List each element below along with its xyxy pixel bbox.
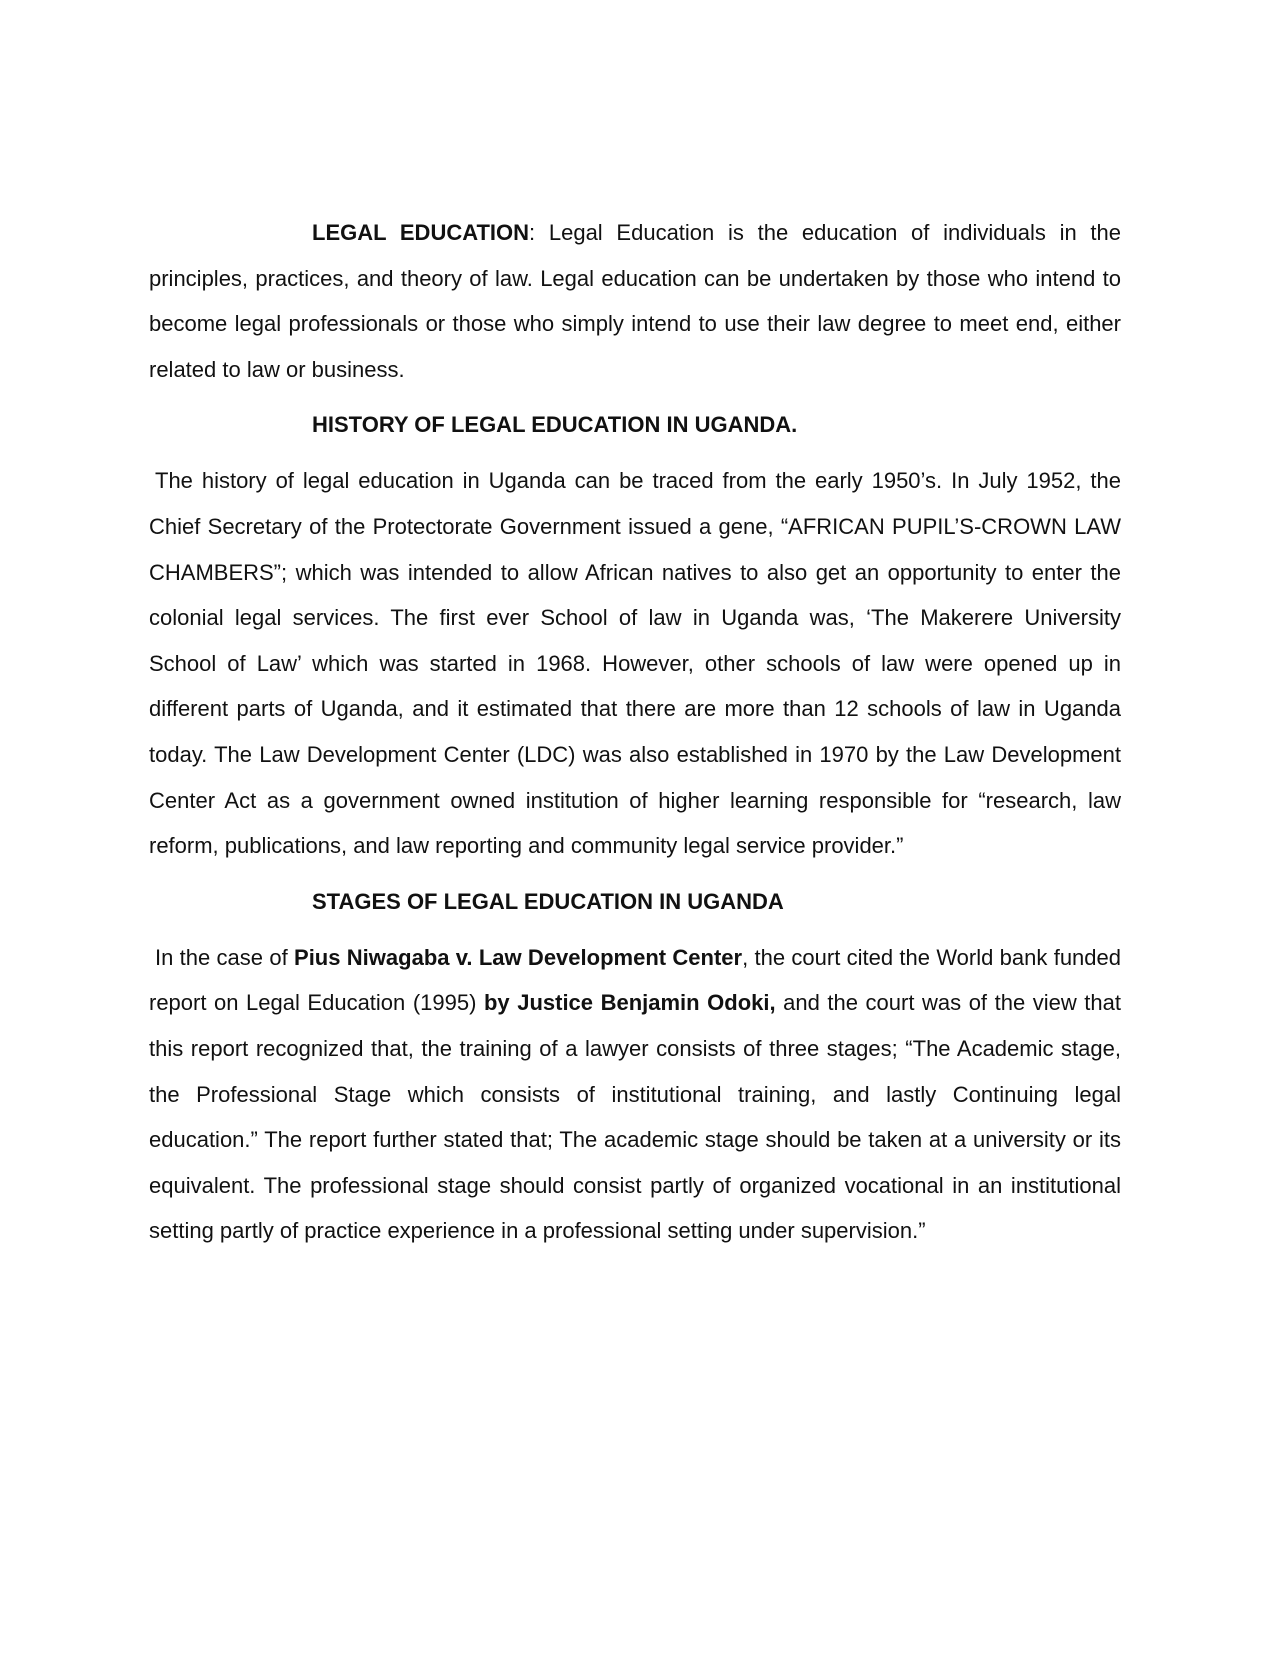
report-author: by Justice Benjamin Odoki, xyxy=(483,990,776,1016)
legal-education-definition xyxy=(149,210,1121,392)
stages-intro-text: In the case of xyxy=(155,944,295,970)
history-heading: HISTORY OF LEGAL EDUCATION IN UGANDA. xyxy=(312,412,798,438)
stages-rest-text: and the court was of the view that this report recognized that, the training of a lawyer consists of three stages; “The Academic stage, the Professional Stage which consists of institutional training, and lastly Continuing legal education.” The report further stated that; The academic stage should be taken at a university or its equivalent. The professional stage should consist partly of organized vocational in an institutional setting partly of practice experience in a professional setting under supervision.” xyxy=(149,990,1121,1244)
stages-heading: STAGES OF LEGAL EDUCATION IN UGANDA xyxy=(312,888,784,914)
legal-education-definition-text: : Legal Education is the education of individuals in the principles, practices, and theory of law. Legal education can be undertaken by those who intend to become legal professionals or those who simply intend to use their law degree to meet end, either related to law or business. xyxy=(149,220,1121,382)
case-name: Pius Niwagaba v. Law Development Center xyxy=(294,944,743,970)
stages-paragraph xyxy=(149,935,1121,1254)
history-paragraph: The history of legal education in Uganda can be traced from the early 1950’s. In July 1952, the Chief Secretary of the Protectorate Government issued a gene, “AFRICAN PUPIL’S-CROWN LAW CHAMBERS”; which was intended to allow African natives to also get an opportunity to enter the colonial legal services. The first ever School of law in Uganda was, ‘The Makerere University School of Law’ which was started in 1968. However, other schools of law were opened up in different parts of Uganda, and it estimated that there are more than 12 schools of law in Uganda today. The Law Development Center (LDC) was also established in 1970 by the Law Development Center Act as a government owned institution of higher learning responsible for “research, law reform, publications, and law reporting and community legal service provider.” xyxy=(149,468,1121,859)
legal-education-term: LEGAL EDUCATION xyxy=(312,220,530,245)
document-body xyxy=(149,210,1121,1254)
stages-after-case-text: , the court cited the World bank funded report on Legal Education (1995) xyxy=(149,944,1121,1016)
